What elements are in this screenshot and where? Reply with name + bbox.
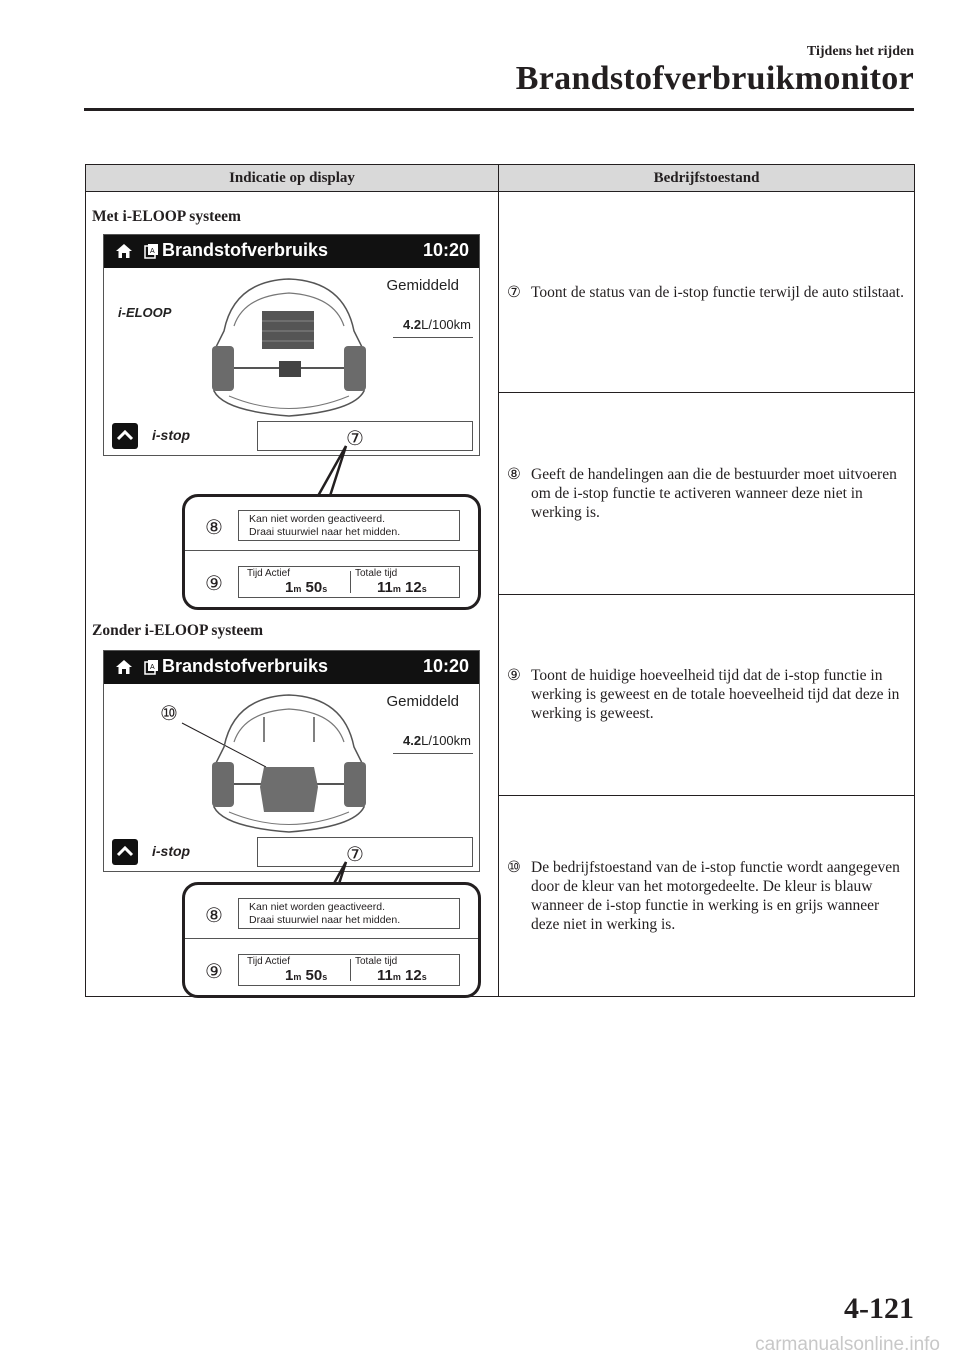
state-row-7: ⑦ Toont de status van de i-stop functie terwijl de auto stilstaat.: [499, 192, 915, 393]
col-header-display: Indicatie op display: [86, 165, 499, 192]
istop-label: i-stop: [152, 843, 191, 859]
state-text-7: Toont de status van de i-stop functie terwijl de auto stilstaat.: [531, 283, 904, 301]
istop-button: [112, 839, 138, 865]
section-label: Tijdens het rijden: [806, 44, 914, 59]
consumption-readout: 4.2L/100km: [403, 733, 471, 748]
car-illustration: [204, 687, 374, 837]
with-eloop-label: Met i-ELOOP systeem: [92, 208, 241, 225]
callout-pointer: [316, 442, 376, 502]
istop-label: i-stop: [152, 427, 191, 443]
fuel-economy-icon: [144, 659, 160, 675]
fuel-economy-icon: [144, 243, 160, 259]
callout-9: ⑨: [205, 961, 223, 983]
svg-text:A: A: [150, 664, 155, 671]
engine-section: [260, 767, 318, 812]
watermark: carmanualsonline.info: [755, 1334, 940, 1355]
screen-header: [104, 651, 479, 684]
without-eloop-label: Zonder i-ELOOP systeem: [92, 622, 264, 639]
chevron-up-icon: [112, 839, 138, 865]
callout-10: ⑩: [160, 703, 178, 725]
average-label: Gemiddeld: [386, 693, 459, 710]
istop-time-box: Tijd Actief Totale tijd 1m 50s 11m 12s: [238, 954, 460, 986]
table-header-row: [86, 165, 915, 192]
callout-9: ⑨: [205, 573, 223, 595]
info-table: [85, 164, 915, 997]
callout-7: ⑦: [346, 844, 364, 866]
page-number: 4-121: [844, 1292, 914, 1325]
screen-title: Brandstofverbruiks: [162, 656, 329, 676]
home-icon: [114, 657, 134, 677]
display-screen-no-eloop: [103, 650, 480, 872]
display-screen-eloop: [103, 234, 480, 456]
screen-time: 10:20: [422, 656, 469, 676]
chevron-up-icon: [112, 423, 138, 449]
callout-8: ⑧: [205, 905, 223, 927]
state-text-8: Geeft de handelingen aan die de bestuurder moet uitvoeren om de i-stop functie te activeren wanneer deze niet in werking is.: [531, 465, 897, 521]
eloop-label: i-ELOOP: [118, 305, 172, 320]
home-icon: [114, 241, 134, 261]
istop-message: Kan niet worden geactiveerd. Draai stuurwiel naar het midden.: [238, 510, 460, 541]
col-header-state: Bedrijfstoestand: [499, 165, 915, 192]
screen-header: [104, 235, 479, 268]
state-text-10: De bedrijfstoestand van de i-stop functie wordt aangegeven door de kleur van het motorgedeelte. De kleur is blauw wanneer de i-stop functie in werking is en grijs wanneer deze niet in werking is.: [531, 858, 900, 933]
state-row-8: ⑧ Geeft de handelingen aan die de bestuurder moet uitvoeren om de i-stop functie te activeren wanneer deze niet in werking is.: [499, 393, 915, 594]
display-illustrations: [86, 192, 499, 997]
screen-title: Brandstofverbruiks: [162, 240, 329, 260]
car-illustration: [204, 271, 374, 421]
istop-time-box: Tijd Actief Totale tijd 1m 50s 11m 12s: [238, 566, 460, 598]
average-label: Gemiddeld: [386, 277, 459, 294]
istop-button: [112, 423, 138, 449]
istop-message: Kan niet worden geactiveerd. Draai stuurwiel naar het midden.: [238, 898, 460, 929]
callout-7: ⑦: [346, 428, 364, 450]
consumption-readout: 4.2L/100km: [403, 317, 471, 332]
page-title: Brandstofverbruikmonitor: [515, 60, 914, 97]
istop-detail-panel: [182, 882, 481, 998]
state-row-10: ⑩ De bedrijfstoestand van de i-stop functie wordt aangegeven door de kleur van het motorgedeelte. De kleur is blauw wanneer de i-stop functie in werking is en grijs wanneer deze niet in werking is.: [499, 795, 915, 996]
state-text-9: Toont de huidige hoeveelheid tijd dat de i-stop functie in werking is geweest en de totale hoeveelheid tijd dat deze in werking is geweest.: [531, 667, 900, 723]
callout-8: ⑧: [205, 517, 223, 539]
header-rule: [84, 108, 914, 111]
screen-time: 10:20: [422, 240, 469, 260]
svg-text:A: A: [150, 248, 155, 255]
state-row-9: ⑨ Toont de huidige hoeveelheid tijd dat de i-stop functie in werking is geweest en de totale hoeveelheid tijd dat deze in werking is geweest.: [499, 594, 915, 795]
istop-detail-panel: [182, 494, 481, 610]
